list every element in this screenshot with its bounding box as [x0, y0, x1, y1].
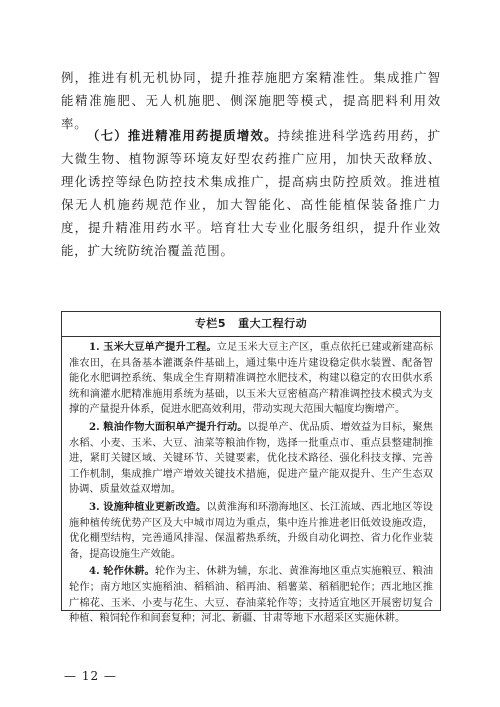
box-item-lead: 2. 粮油作物大面积单产提升行动。 [89, 420, 248, 433]
box-body [62, 337, 440, 627]
box-label: 专栏5 [194, 317, 227, 330]
box-title [62, 312, 440, 337]
box-item [69, 420, 433, 498]
box-item [69, 564, 433, 626]
box-heading: 重大工程行动 [238, 317, 308, 330]
box-item [69, 500, 433, 562]
paragraph-text: 持续推进科学选药用药，扩大微生物、植物源等环境友好型农药推广应用，加快天敌释放、理化诱控等绿色防控技术集成推广，提高病虫防控质效。推进植保无人机施药规范作业，加大智能化、高性能植保装备推广力度，提升精准用药水平。培育壮大专业化服务组织，提升作业效能，扩大统防统治覆盖范围。 [61, 128, 441, 259]
box-item-text: 轮作为主、休耕为辅，东北、黄淮海地区重点实施粮豆、粮油轮作；南方地区实施稻油、稻稻油、稻再油、稻薯菜、稻稻肥轮作；西北地区推广棉花、玉米、小麦与花生、大豆、春油菜轮作等；支持适宜地区开展密切复合种植、粮饲轮作和间套复种；河北、新疆、甘肃等地下水超采区实施休耕。 [69, 566, 434, 625]
section-heading: （七）推进精准用药提质增效。 [87, 128, 278, 143]
box-item-lead: 3. 设施种植业更新改造。 [89, 500, 207, 513]
box-item-text: 以黄淮海和环渤海地区、长江流域、西北地区等设施种植传统优势产区及大中城市周边为重点，集中连片推进老旧低效设施改造，优化棚型结构，完善通风排湿、保温蓄热系统，升级自动化调控、省力化作业装备，提高设施生产效能。 [69, 501, 433, 560]
paragraph-precision-pesticide [61, 124, 441, 263]
box-item-text: 以提单产、优品质、增效益为目标，聚焦水稻、小麦、玉米、大豆、油菜等粮油作物，选择一批重点市、重点县整建制推进，紧盯关键区域、关键环节、关键要素，优化技术路径、强化科技支撑、完善工作机制，集成推广增产增效关键技术措施，促进产量产能双提升、生产生态双协调、质量效益双增加。 [69, 421, 433, 496]
sidebar-box-major-projects [61, 311, 441, 625]
box-item [69, 340, 433, 418]
paragraph-text: 例，推进有机无机协同，提升推荐施肥方案精准性。集成推广智能精准施肥、无人机施肥、侧深施肥等模式，提高肥料利用效率。 [61, 70, 441, 132]
box-item-lead: 4. 轮作休耕。 [89, 565, 155, 578]
page-number: — 12 — [64, 669, 117, 683]
box-item-lead: 1. 玉米大豆单产提升工程。 [89, 341, 217, 353]
box-item-text: 立足玉米大豆主产区，重点依托已建或新建高标准农田，在具备基本灌溉条件基础上，通过集中连片建设稳定供水装置、配备智能化水肥调控系统、集成全生育期精准调控水肥技术，构建以稳定的农田供水系统和滴灌水肥精准施用系统为基础，以玉米大豆密植高产精准调控技术模式为支撑的产量提升体系，促进水肥高效利用，带动实现大范围大幅度均衡增产。 [69, 342, 434, 416]
